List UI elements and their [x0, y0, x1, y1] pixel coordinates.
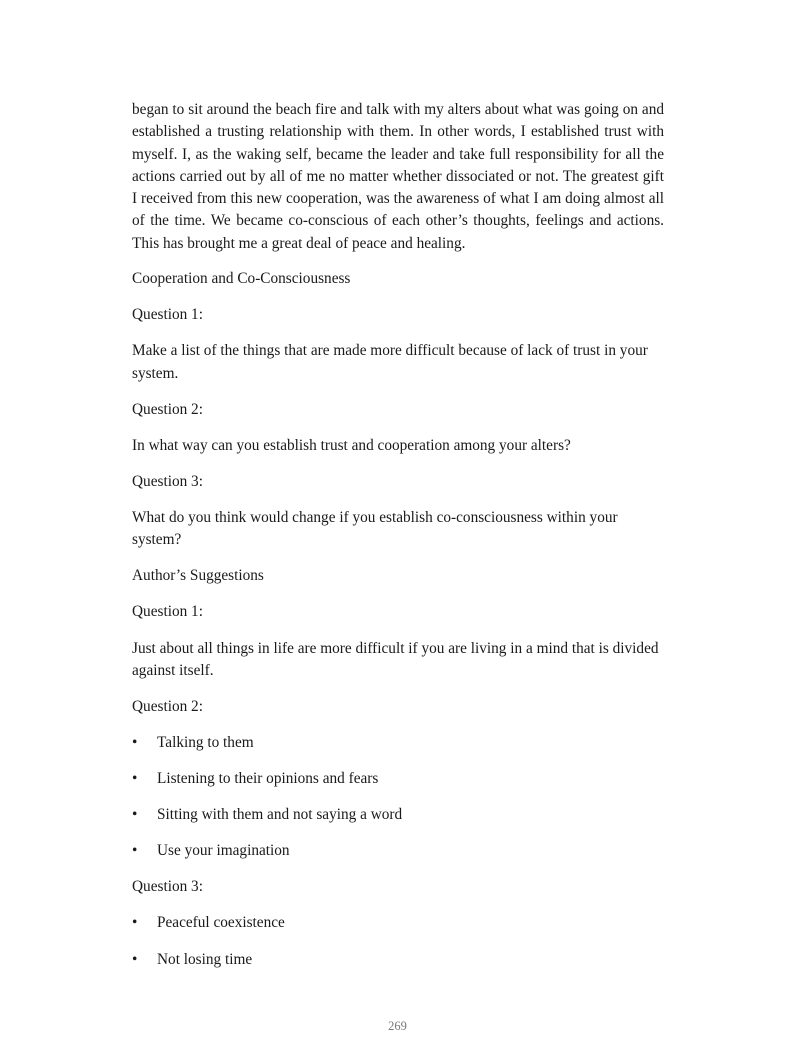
list-item: [132, 840, 664, 862]
question-3-text: What do you think would change if you establish co-consciousness within your system?: [132, 508, 618, 549]
section-heading-suggestions: Author’s Suggestions: [132, 567, 264, 585]
suggestion-2-label: Question 2:: [132, 697, 203, 715]
question-1-label: Question 1:: [132, 306, 203, 324]
suggestion-1-label: Question 1:: [132, 603, 203, 621]
list-item-text: Sitting with them and not saying a word: [157, 806, 403, 824]
list-item-text: Talking to them: [157, 734, 254, 751]
list-item: [132, 768, 664, 790]
list-item: [132, 949, 664, 971]
bullet-icon: •: [132, 734, 138, 751]
section-heading-cooperation: Cooperation and Co-Consciousness: [132, 270, 351, 288]
list-item-text: Listening to their opinions and fears: [157, 770, 379, 788]
list-item-text: Use your imagination: [157, 842, 290, 860]
list-item-text: Peaceful coexistence: [157, 914, 285, 932]
page-number: 269: [388, 1019, 407, 1033]
bullet-icon: •: [132, 914, 138, 932]
list-item: [132, 912, 664, 934]
list-item: [132, 804, 664, 826]
question-3-label: Question 3:: [132, 472, 203, 490]
suggestion-3-label: Question 3:: [132, 878, 203, 896]
bullet-icon: •: [132, 770, 138, 788]
bullet-icon: •: [132, 842, 138, 860]
question-2-label: Question 2:: [132, 400, 203, 418]
page-body: [132, 99, 664, 985]
suggestion-1-text: Just about all things in life are more difficult if you are living in a mind that is divided against itself.: [132, 639, 659, 679]
bullet-icon: •: [132, 950, 138, 968]
intro-paragraph: began to sit around the beach fire and talk with my alters about what was going on and established a trusting relationship with them. In other words, I established trust with myself. I, as the waking self, became the leader and take full responsibility for all the actions carried out by all of me no matter whether dissociated or not. The greatest gift I received from this new cooperation, was the awareness of what I am doing almost all of the time. We became co-conscious of each other’s thoughts, feelings and actions. This has brought me a great deal of peace and healing.: [132, 101, 664, 252]
bullet-icon: •: [132, 806, 138, 824]
list-item: [132, 732, 664, 754]
question-1-text: Make a list of the things that are made more difficult because of lack of trust in your system.: [132, 342, 648, 382]
question-2-text: In what way can you establish trust and cooperation among your alters?: [132, 436, 571, 454]
list-item-text: Not losing time: [157, 950, 253, 968]
